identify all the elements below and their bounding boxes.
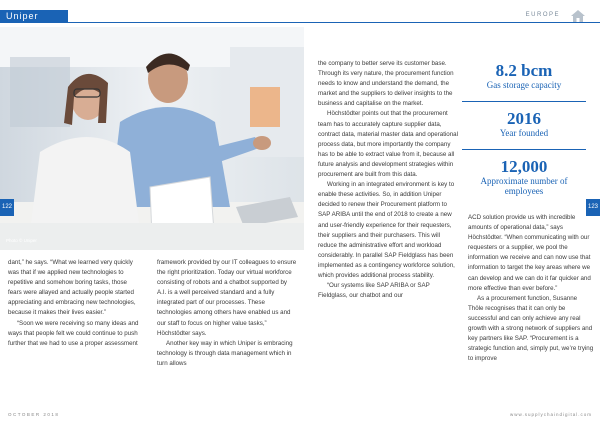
page-number-right: 123 (586, 199, 600, 216)
stat-gas-storage (462, 62, 586, 90)
stat-value: 8.2 bcm (495, 61, 553, 80)
text-column-2 (157, 258, 297, 369)
paragraph: Working in an integrated environment is key to enable these activities. So, in addition Uniper decided to renew their Procurement platform to SAP ARIBA until the end of 2018 to create a new and user-friendly experience for their requesters, their suppliers and their purchasers. This will reduce the administrative effort and workload considerably. In parallel SAP Fieldglass has been implemented as a contingency workforce solution, which provides additional process stability. (318, 181, 455, 279)
text-column-4 (468, 213, 594, 364)
header-rule (68, 22, 600, 23)
stat-label: Year founded (499, 128, 549, 138)
paragraph: dant,” he says. “What we learned very quickly was that if we applied new technologies to repetitive and somehow boring tasks, those fears were allayed and actually people started appreciating and embracing new technologies, because it makes their lives easier.” (8, 259, 136, 317)
stat-label: Approximate number of employees (480, 176, 568, 196)
home-icon[interactable] (570, 9, 586, 23)
stat-label: Gas storage capacity (486, 80, 562, 90)
paragraph: As a procurement function, Susanne Thöle recognises that it can only be successful and can only achieve any real growth with a strong network of suppliers and key partners like SAP. “Procurement is a strategic function and, simply put, we’re trying to improve (468, 294, 594, 363)
office-photo (0, 27, 304, 250)
paragraph: “Soon we were receiving so many ideas and ways that people felt we could continue to push further that we had to use a proper assessment (8, 319, 139, 347)
photo-illustration (0, 27, 304, 250)
paragraph: the company to better serve its customer base. Through its very nature, the procurement function needs to know and understand the demand, the market and the suppliers to deliver insights to the business and capitalise on the market. (318, 60, 454, 108)
paragraph: Höchstödter points out that the procurement team has to accurately capture supplier data, contract data, material master data and operational process data, but more importantly the company has to be able to extract value from it, because all future analysis and development strategies within procurement are built from this data. (318, 110, 458, 179)
paragraph: framework provided by our IT colleagues to ensure the right prioritization. Today our virtual workforce consisting of robots and a chatbot supported by A.I. is a well perceived standard and a fully integrated part of our processes. These technologies among others have enabled us and our staff to focus on higher value tasks,” Höchstödter says. (157, 259, 297, 337)
stat-value: 2016 (507, 109, 541, 128)
stat-divider (462, 101, 586, 102)
page-number-left: 122 (0, 199, 14, 216)
stat-year-founded (462, 110, 586, 138)
footer-website-link[interactable]: www.supplychaindigital.com (509, 412, 592, 417)
section-label: EUROPE (525, 12, 560, 18)
photo-credit: Photo © Uniper (6, 238, 37, 243)
stat-value: 12,000 (500, 157, 548, 176)
paragraph: Another key way in which Uniper is embracing technology is through data management which in turn allows (157, 339, 293, 367)
paragraph: ACD solution provide us with incredible amounts of operational data,” says Höchstödter. “When communicating with our requesters or a supplier, we pool the information we receive and can now use that information to target the key areas where we can develop and we can do it far quicker and more effective than ever before.” (468, 214, 591, 292)
stat-divider (462, 149, 586, 150)
brand-name: Uniper (6, 11, 39, 21)
paragraph: “Our systems like SAP ARIBA or SAP Fieldglass, our chatbot and our (318, 282, 430, 300)
footer-date: OCTOBER 2018 (8, 412, 60, 417)
text-column-3 (318, 59, 458, 301)
stat-employees (462, 158, 586, 196)
text-column-1 (8, 258, 140, 349)
